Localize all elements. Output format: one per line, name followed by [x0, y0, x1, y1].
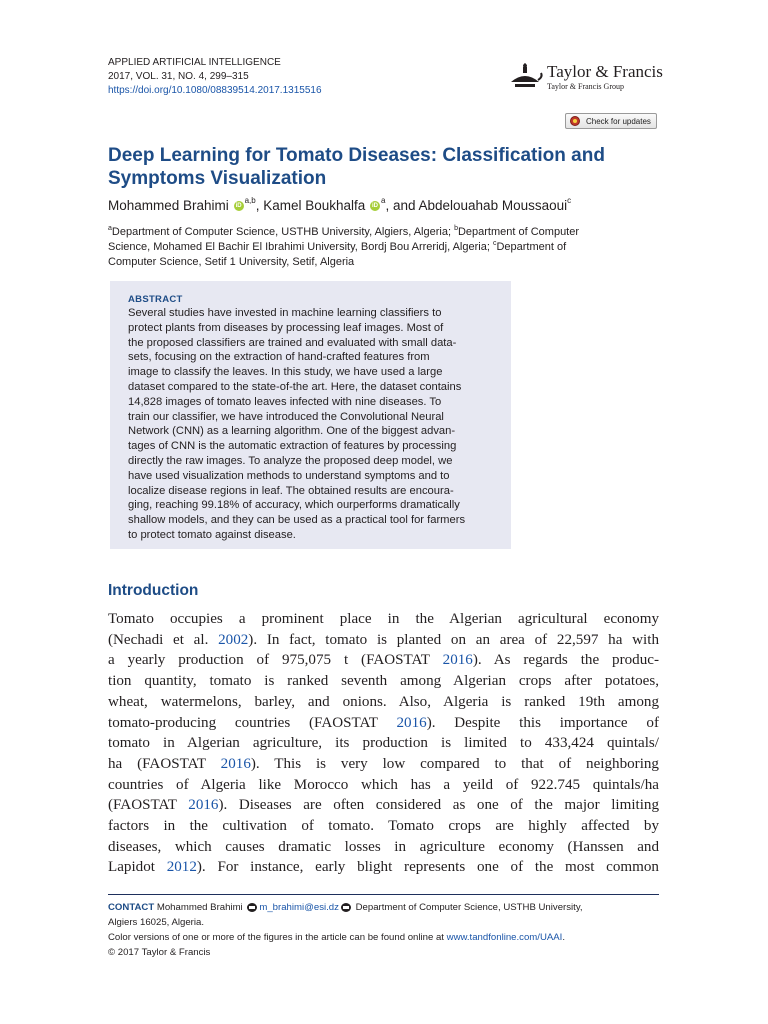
- body-text-segment: factors in the cultivation of tomato. Tomato crops are highly affected by: [108, 818, 659, 835]
- abstract-line: ging, reaching 99.18% of accuracy, which ourperforms dramatically: [128, 499, 460, 512]
- body-line: [108, 857, 659, 878]
- citation-link[interactable]: 2016: [442, 652, 473, 669]
- footnotes: [108, 900, 659, 960]
- body-line: [108, 754, 659, 775]
- citation-link[interactable]: 2012: [166, 859, 197, 876]
- affiliation-a-marker: a: [108, 225, 112, 232]
- color-note-line: [108, 930, 659, 945]
- affiliations: [108, 225, 656, 270]
- body-line: [108, 630, 659, 651]
- body-text-segment: ). This is very low compared to that of neighboring: [250, 755, 659, 772]
- abstract-line: train our classifier, we have introduced the Convolutional Neural: [128, 410, 444, 423]
- publisher-logo: [505, 60, 665, 94]
- author-1-affiliation-marker: a,b: [244, 196, 256, 205]
- copyright: © 2017 Taylor & Francis: [108, 947, 211, 958]
- body-line: [108, 692, 659, 713]
- title-line-2: Symptoms Visualization: [108, 168, 327, 189]
- contact-address-1: Department of Computer Science, USTHB University,: [352, 902, 583, 913]
- publisher-group: Taylor & Francis Group: [547, 82, 624, 91]
- crossmark-icon: [570, 116, 580, 126]
- affiliation-c-marker: c: [492, 240, 497, 247]
- affiliation-c-part1: Department of: [496, 241, 567, 253]
- doi-link[interactable]: https://doi.org/10.1080/08839514.2017.1315516: [108, 85, 322, 96]
- body-line: [108, 733, 659, 754]
- abstract-line: localize disease regions in leaf. The obtained results are encoura-: [128, 484, 454, 497]
- abstract-line: Several studies have invested in machine learning classifiers to: [128, 307, 442, 319]
- contact-line: [108, 900, 659, 915]
- address-icon: [341, 903, 351, 912]
- title-line-1: Deep Learning for Tomato Diseases: Classification and: [108, 145, 605, 166]
- body-text-segment: tomato-producing countries (FAOSTAT: [108, 714, 397, 731]
- citation-link[interactable]: 2016: [220, 755, 251, 772]
- body-text-segment: ). In fact, tomato is planted on an area of 22,597 ha with: [248, 631, 659, 648]
- body-text-segment: a yearly production of 975,075 t (FAOSTAT: [108, 652, 443, 669]
- abstract-line: directly the raw images. To analyze the proposed deep model, we: [128, 454, 453, 467]
- abstract-line: 14,828 images of tomato leaves infected with nine diseases. To: [128, 395, 442, 408]
- citation-link[interactable]: 2016: [188, 797, 219, 814]
- citation-link[interactable]: 2002: [218, 631, 249, 648]
- section-heading-introduction: Introduction: [108, 582, 199, 599]
- body-text-segment: tomato in Algerian agriculture, its production is limited to 433,424 quintals/: [108, 735, 659, 752]
- body-text-segment: ). For instance, early blight represents one of the most common: [196, 859, 659, 876]
- abstract-line: dataset compared to the state-of-the art. Here, the dataset contains: [128, 380, 462, 393]
- abstract-line: to protect tomato against disease.: [128, 528, 296, 541]
- abstract-line: sets, focusing on the extraction of hand-crafted features from: [128, 351, 430, 364]
- affiliation-c-part2: Computer Science, Setif 1 University, Setif, Algeria: [108, 256, 355, 268]
- journal-name: APPLIED ARTIFICIAL INTELLIGENCE: [108, 57, 281, 68]
- abstract-line: shallow models, and they can be used as a practical tool for farmers: [128, 514, 466, 527]
- color-note-end: .: [562, 932, 566, 943]
- body-line: [108, 816, 659, 837]
- body-text-segment: ). As regards the produc-: [472, 652, 659, 669]
- orcid-icon[interactable]: iD: [372, 203, 379, 210]
- author-list: [108, 197, 571, 215]
- orcid-icon[interactable]: iD: [235, 203, 242, 210]
- abstract-line: Network (CNN) as a learning algorithm. One of the biggest advan-: [128, 425, 456, 438]
- body-line: [108, 650, 659, 671]
- publisher-name: Taylor & Francis: [547, 62, 663, 81]
- body-line: [108, 775, 659, 796]
- affiliation-b-part1: Department of Computer: [457, 226, 580, 238]
- affiliation-b-marker: b: [454, 225, 458, 232]
- affiliation-b-part2: Science, Mohamed El Bachir El Ibrahimi University, Bordj Bou Arreridj, Algeria;: [108, 241, 493, 253]
- paper-title: [108, 144, 668, 190]
- abstract-line: image to classify the leaves. In this study, we have used a large: [128, 366, 443, 379]
- contact-label: CONTACT: [108, 902, 155, 913]
- citation-link[interactable]: 2016: [396, 714, 427, 731]
- check-for-updates-button[interactable]: [565, 113, 657, 129]
- body-line: [108, 671, 659, 692]
- body-text-segment: ). Despite this importance of: [426, 714, 659, 731]
- body-line: [108, 609, 659, 630]
- affiliation-a: Department of Computer Science, USTHB University, Algiers, Algeria;: [111, 226, 455, 238]
- body-text-segment: Tomato occupies a prominent place in the Algerian agricultural economy: [108, 611, 659, 627]
- contact-name: Mohammed Brahimi: [154, 902, 246, 913]
- abstract-box: [110, 281, 511, 549]
- body-line: [108, 837, 659, 858]
- body-text-segment: diseases, which causes dramatic losses in agriculture economy (Hanssen and: [108, 838, 659, 855]
- journal-citation: 2017, VOL. 31, NO. 4, 299–315: [108, 71, 249, 82]
- body-text-segment: ha (FAOSTAT: [108, 755, 221, 772]
- abstract-line: have used visualization methods to understand symptoms and to: [128, 469, 450, 482]
- contact-email-link[interactable]: m_brahimi@esi.dz: [259, 902, 339, 913]
- introduction-body: [108, 609, 659, 878]
- abstract-line: the proposed classifiers are trained and evaluated with small data-: [128, 336, 457, 349]
- email-icon: [247, 903, 257, 912]
- tandfonline-link[interactable]: www.tandfonline.com/UAAI: [446, 932, 563, 943]
- body-text-segment: ). Diseases are often considered as one of the major limiting: [218, 797, 660, 814]
- body-line: [108, 713, 659, 734]
- author-2[interactable]: , Kamel Boukhalfa: [255, 198, 366, 213]
- lamp-icon: [505, 60, 545, 94]
- contact-address-2: Algiers 16025, Algeria.: [108, 917, 204, 928]
- body-text-segment: wheat, watermelons, barley, and onions. Also, Algeria is ranked 19th among: [108, 693, 659, 710]
- footnote-divider: [108, 894, 659, 895]
- body-text-segment: Lapidot: [108, 859, 167, 876]
- author-1[interactable]: Mohammed Brahimi: [108, 198, 229, 213]
- author-3-affiliation-marker: c: [567, 196, 572, 205]
- body-text-segment: tion quantity, tomato is ranked seventh among Algerian crops after potatoes,: [108, 673, 659, 690]
- check-for-updates-label: Check for updates: [586, 117, 651, 126]
- abstract-heading: ABSTRACT: [128, 294, 183, 305]
- color-note: Color versions of one or more of the figures in the article can be found online at: [108, 932, 447, 943]
- author-2-affiliation-marker: a: [381, 196, 386, 205]
- abstract-text: [128, 306, 494, 543]
- abstract-line: protect plants from diseases by processing leaf images. Most of: [128, 321, 444, 334]
- abstract-line: tages of CNN is the automatic extraction of features by processing: [128, 440, 457, 453]
- author-3[interactable]: , and Abdelouahab Moussaoui: [385, 198, 568, 213]
- body-text-segment: (Nechadi et al.: [108, 631, 219, 648]
- journal-metadata: [108, 56, 322, 98]
- body-text-segment: countries of Algeria like Morocco which has a yeild of 922.745 quintals/ha: [108, 776, 659, 793]
- body-line: [108, 795, 659, 816]
- body-text-segment: (FAOSTAT: [108, 797, 189, 814]
